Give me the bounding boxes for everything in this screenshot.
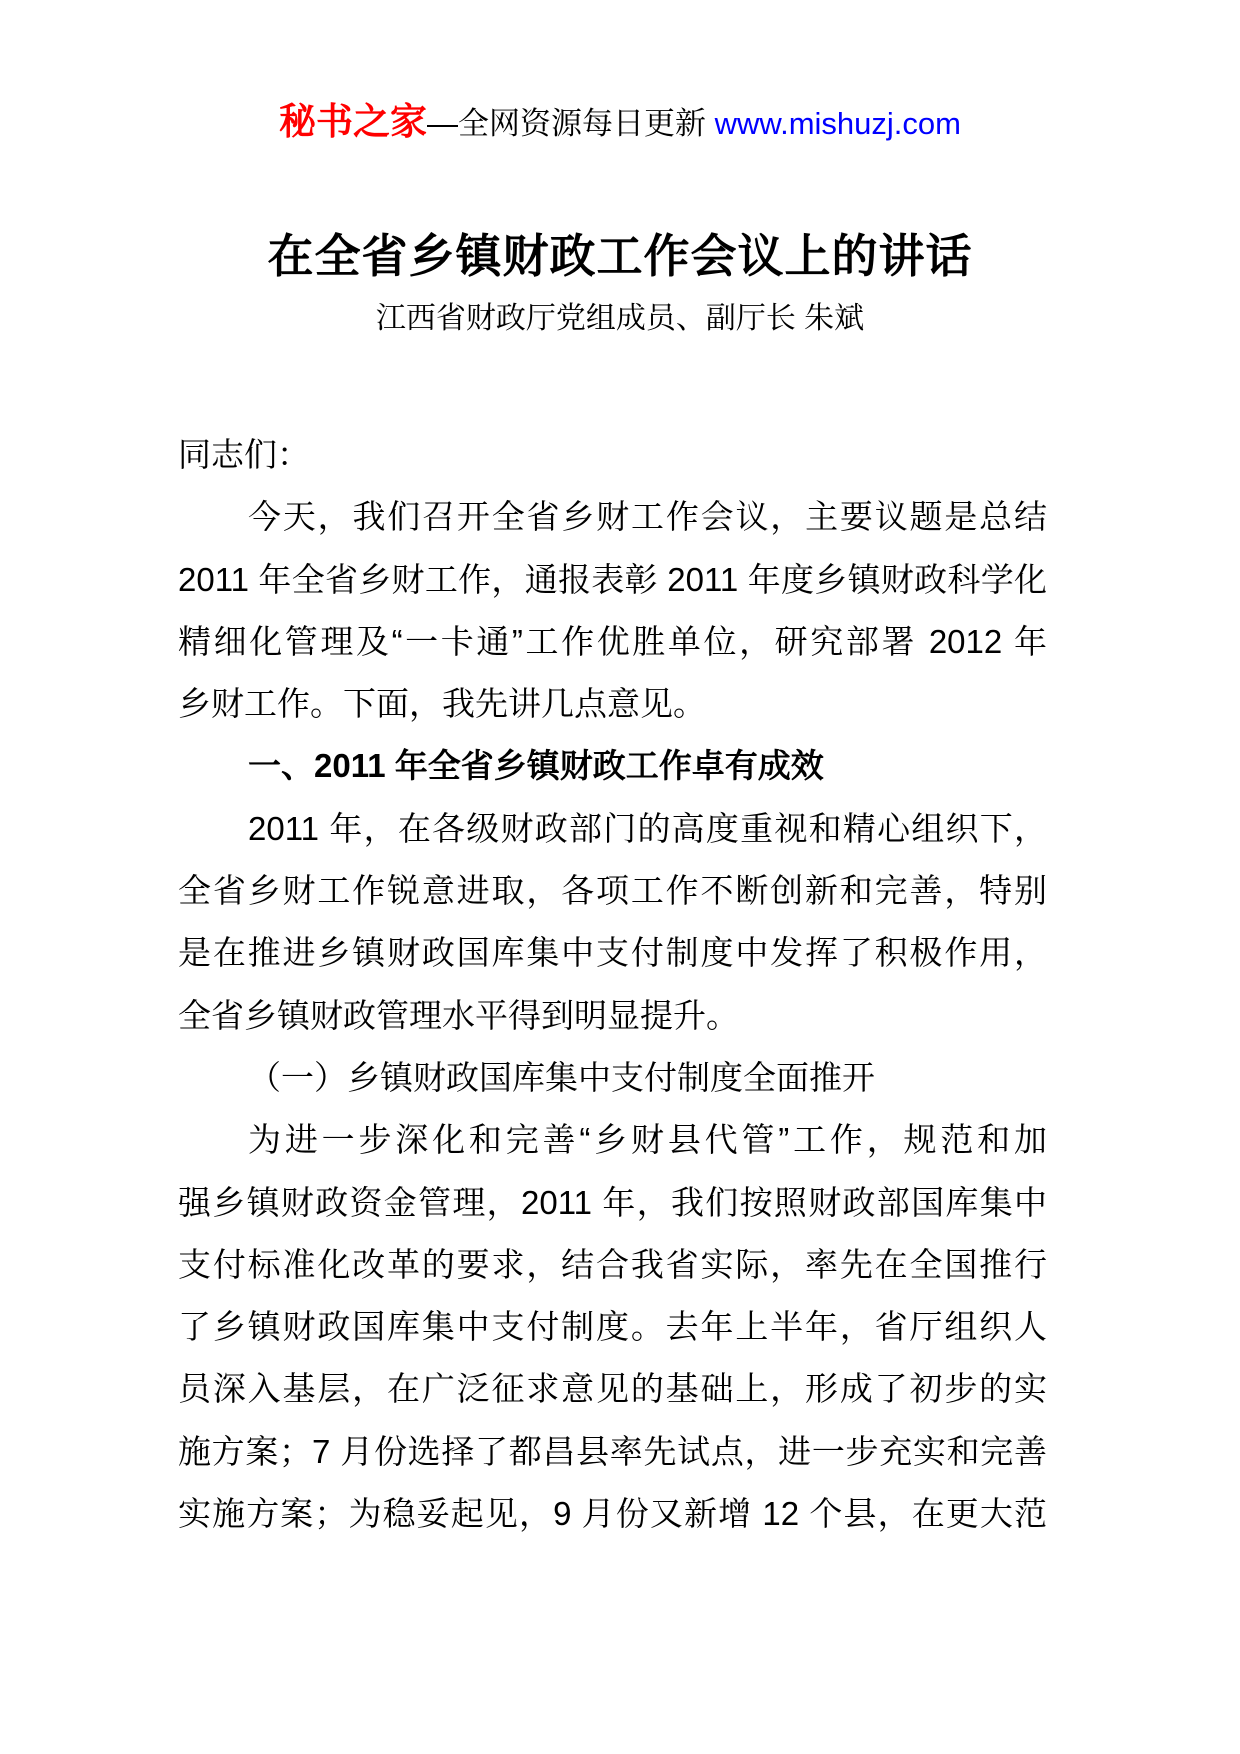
text-line: 支付标准化改革的要求，结合我省实际，率先在全国推行 <box>178 1245 1047 1283</box>
text-line: 全省乡财工作锐意进取，各项工作不断创新和完善，特别 <box>178 872 1047 910</box>
site-tagline: —全网资源每日更新 <box>427 106 715 141</box>
text-line: 乡财工作。下面，我先讲几点意见。 <box>178 685 706 723</box>
paragraph <box>178 486 1047 735</box>
site-header <box>0 100 1240 146</box>
text-line: 一、2011 年全省乡镇财政工作卓有成效 <box>248 747 824 785</box>
text-line: 强乡镇财政资金管理，2011 年，我们按照财政部国库集中 <box>178 1183 1047 1221</box>
site-url-link[interactable]: www.mishuzj.com <box>714 106 961 141</box>
text-line: 施方案；7 月份选择了都昌县率先试点，进一步充实和完善 <box>178 1432 1047 1470</box>
text-line: 实施方案；为稳妥起见，9 月份又新增 12 个县，在更大范 <box>178 1495 1047 1533</box>
text-line: 2011 年，在各级财政部门的高度重视和精心组织下， <box>248 809 1047 847</box>
sub-heading <box>178 1047 1047 1109</box>
document-title: 在全省乡镇财政工作会议上的讲话 <box>267 230 973 282</box>
text-line: 精细化管理及“一卡通”工作优胜单位，研究部署 2012 年 <box>178 622 1047 660</box>
text-line: 同志们： <box>178 436 310 473</box>
text-line: 是在推进乡镇财政国库集中支付制度中发挥了积极作用， <box>178 934 1047 972</box>
text-line: 2011 年全省乡财工作，通报表彰 2011 年度乡镇财政科学化 <box>178 560 1047 598</box>
site-brand: 秘书之家 <box>279 101 428 142</box>
paragraph <box>178 1109 1047 1545</box>
paragraph <box>178 798 1047 1047</box>
document-body <box>178 424 1047 1545</box>
section-heading <box>178 735 1047 797</box>
text-line: 今天，我们召开全省乡财工作会议，主要议题是总结 <box>248 498 1047 536</box>
text-line: 员深入基层，在广泛征求意见的基础上，形成了初步的实 <box>178 1370 1047 1408</box>
text-line: 为进一步深化和完善“乡财县代管”工作，规范和加 <box>248 1121 1047 1159</box>
text-line: （一）乡镇财政国库集中支付制度全面推开 <box>248 1058 875 1096</box>
document-byline: 江西省财政厅党组成员、副厅长 朱斌 <box>375 302 865 335</box>
text-line: 全省乡镇财政管理水平得到明显提升。 <box>178 996 739 1034</box>
salutation <box>178 424 1047 486</box>
text-line: 了乡镇财政国库集中支付制度。去年上半年，省厅组织人 <box>178 1308 1047 1346</box>
